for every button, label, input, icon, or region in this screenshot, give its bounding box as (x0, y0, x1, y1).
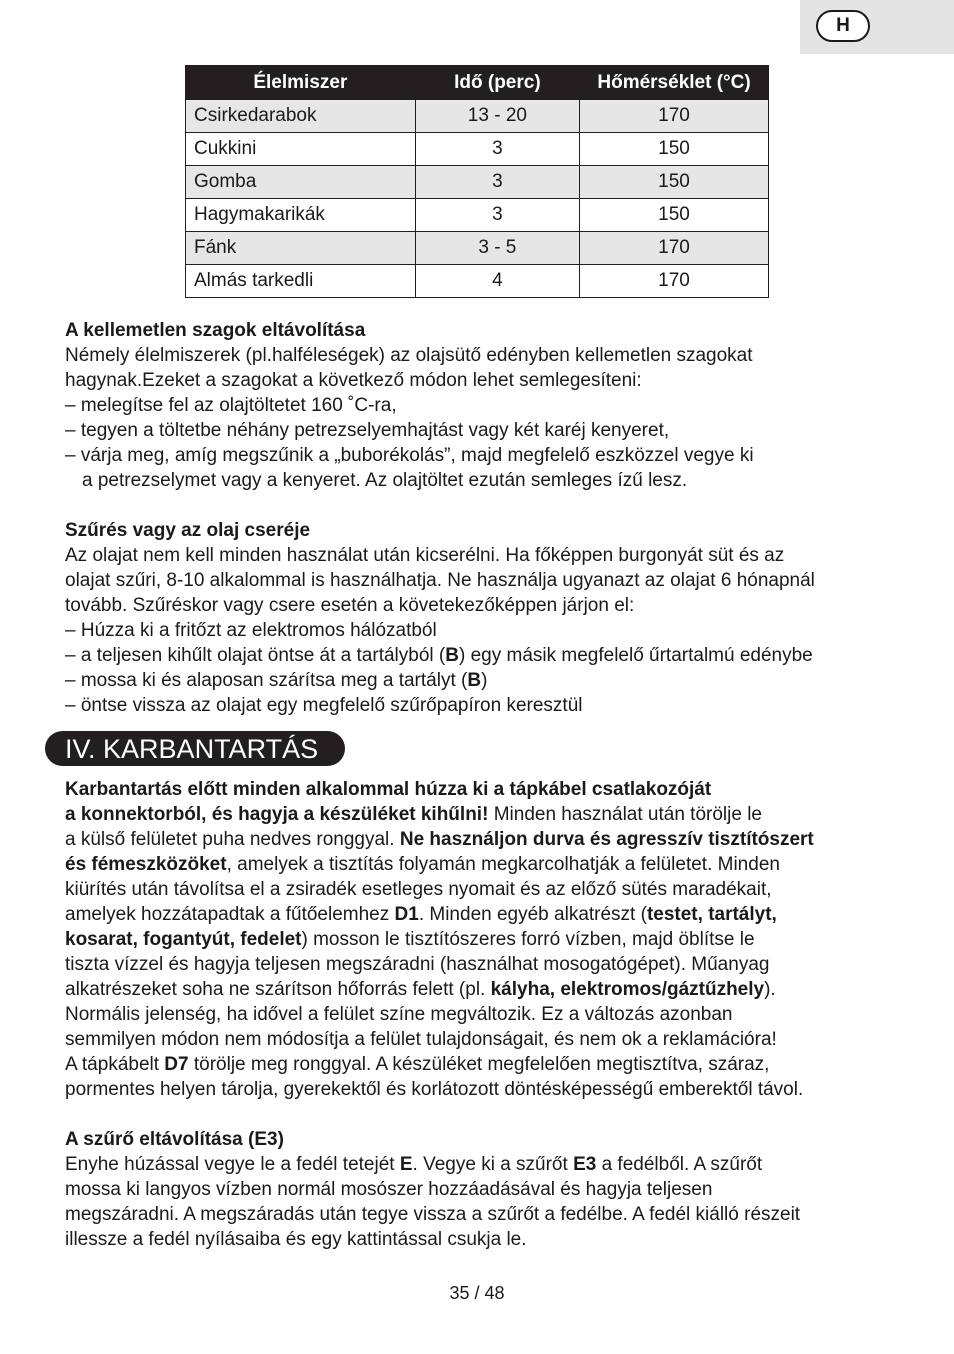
cell-food: Hagymakarikák (186, 199, 416, 232)
language-tab (800, 0, 954, 54)
cell-food: Csirkedarabok (186, 100, 416, 133)
section-heading: A kellemetlen szagok eltávolítása (65, 320, 366, 341)
cell-temperature: 170 (580, 265, 769, 298)
oil-filter-section (65, 518, 885, 718)
paragraph-line: pormentes helyen tárolja, gyerekektől és korlátozott döntésképességű emberektől távol. (65, 1079, 804, 1100)
table-row (186, 166, 769, 199)
cell-temperature: 170 (580, 232, 769, 265)
paragraph-line: semmilyen módon nem módosítja a felület tulajdonságait, és nem ok a reklamációra! (65, 1029, 777, 1050)
maintenance-section (65, 777, 885, 1102)
paragraph-line: a konnektorból, és hagyja a készüléket kihűlni! Minden használat után törölje le (65, 804, 762, 825)
paragraph-line: illessze a fedél nyílásaiba és egy kattintással csukja le. (65, 1229, 527, 1250)
header-temperature: Hőmérséklet (°C) (580, 66, 769, 100)
paragraph-line: hagynak.Ezeket a szagokat a következő módon lehet semlegesíteni: (65, 370, 642, 391)
cell-temperature: 150 (580, 133, 769, 166)
header-food: Élelmiszer (186, 66, 416, 100)
paragraph-line: megszáradni. A megszáradás után tegye vissza a szűrőt a fedélbe. A fedél kiálló részeit (65, 1204, 801, 1225)
paragraph-line: Némely élelmiszerek (pl.halféleségek) az olajsütő edényben kellemetlen szagokat (65, 345, 753, 366)
paragraph-line: tiszta vízzel és hagyja teljesen megszáradni (használhat mosogatógépet). Műanyag (65, 954, 770, 975)
chapter-heading: IV. KARBANTARTÁS (45, 731, 345, 766)
list-item-continuation: a petrezselymet vagy a kenyeret. Az olajtöltet ezután semleges ízű lesz. (82, 470, 688, 491)
language-badge: H (816, 10, 870, 42)
table-row (186, 265, 769, 298)
page-number: 35 / 48 (449, 1283, 505, 1303)
paragraph-line: amelyek hozzátapadtak a fűtőelemhez D1. Minden egyéb alkatrészt (testet, tartályt, (65, 904, 777, 925)
cell-temperature: 150 (580, 199, 769, 232)
paragraph-line: mossa ki langyos vízben normál mosószer hozzáadásával és hagyja teljesen (65, 1179, 713, 1200)
paragraph-line: Az olajat nem kell minden használat után kicserélni. Ha főképpen burgonyát süt és az (65, 545, 785, 566)
paragraph-line: Karbantartás előtt minden alkalommal húzza ki a tápkábel csatlakozóját (65, 779, 712, 800)
list-item: – várja meg, amíg megszűnik a „buborékolás”, majd megfelelő eszközzel vegye ki (65, 445, 754, 466)
cell-food: Fánk (186, 232, 416, 265)
list-item: – Húzza ki a fritőzt az elektromos hálózatból (65, 620, 437, 641)
paragraph-line: és fémeszközöket, amelyek a tisztítás folyamán megkarcolhatják a felületet. Minden (65, 854, 780, 875)
cell-time: 3 (415, 199, 579, 232)
cell-time: 3 (415, 166, 579, 199)
odor-section (65, 318, 885, 493)
table-row (186, 100, 769, 133)
table-row (186, 232, 769, 265)
cell-temperature: 170 (580, 100, 769, 133)
list-item: – a teljesen kihűlt olajat öntse át a tartályból (B) egy másik megfelelő űrtartalmú edénybe (65, 645, 813, 666)
cell-time: 3 (415, 133, 579, 166)
filter-removal-section (65, 1127, 885, 1252)
paragraph-line: a külső felületet puha nedves ronggyal. Ne használjon durva és agresszív tisztítószert (65, 829, 814, 850)
cell-time: 4 (415, 265, 579, 298)
list-item: – öntse vissza az olajat egy megfelelő szűrőpapíron keresztül (65, 695, 583, 716)
paragraph-line: Enyhe húzással vegye le a fedél tetejét E. Vegye ki a szűrőt E3 a fedélből. A szűrőt (65, 1154, 763, 1175)
table-row (186, 199, 769, 232)
cell-time: 13 - 20 (415, 100, 579, 133)
list-item: – melegítse fel az olajtöltetet 160 ˚C-ra, (65, 395, 397, 416)
paragraph-line: A tápkábelt D7 törölje meg ronggyal. A készüléket megfelelően megtisztítva, száraz, (65, 1054, 770, 1075)
header-time: Idő (perc) (415, 66, 579, 100)
cell-time: 3 - 5 (415, 232, 579, 265)
section-heading: Szűrés vagy az olaj cseréje (65, 520, 311, 541)
cell-food: Cukkini (186, 133, 416, 166)
frying-table (185, 65, 769, 298)
paragraph-line: olajat szűri, 8-10 alkalommal is használhatja. Ne használja ugyanazt az olajat 6 hónapnál (65, 570, 815, 591)
cell-temperature: 150 (580, 166, 769, 199)
table-header-row (186, 66, 769, 100)
paragraph-line: tovább. Szűréskor vagy csere esetén a követekezőképpen járjon el: (65, 595, 635, 616)
table-row (186, 133, 769, 166)
paragraph-line: kosarat, fogantyút, fedelet) mosson le tisztítószeres forró vízben, majd öblítse le (65, 929, 755, 950)
list-item: – tegyen a töltetbe néhány petrezselyemhajtást vagy két karéj kenyeret, (65, 420, 670, 441)
paragraph-line: Normális jelenség, ha idővel a felület színe megváltozik. Ez a változás azonban (65, 1004, 733, 1025)
paragraph-line: alkatrészeket soha ne szárítson hőforrás felett (pl. kályha, elektromos/gáztűzhely). (65, 979, 776, 1000)
paragraph-line: kiürítés után távolítsa el a zsiradék esetleges nyomait és az előző sütés maradékait, (65, 879, 772, 900)
cell-food: Almás tarkedli (186, 265, 416, 298)
list-item: – mossa ki és alaposan szárítsa meg a tartályt (B) (65, 670, 488, 691)
section-heading: A szűrő eltávolítása (E3) (65, 1129, 284, 1150)
cell-food: Gomba (186, 166, 416, 199)
